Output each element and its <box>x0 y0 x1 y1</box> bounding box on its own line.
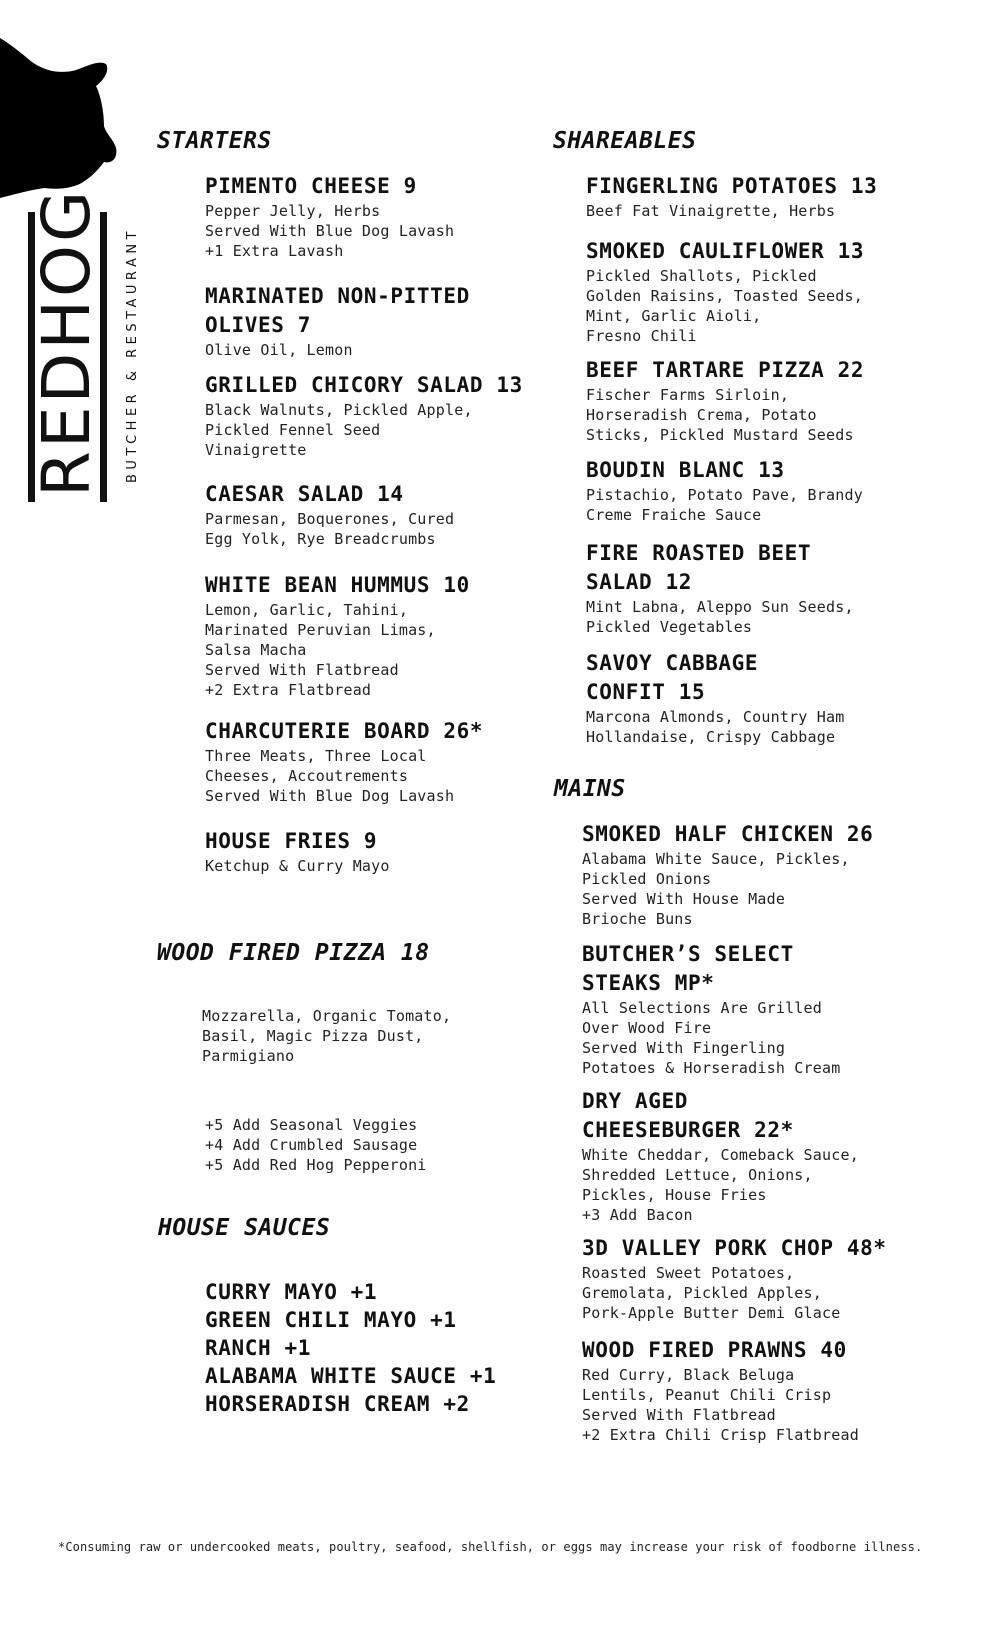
addon-line: +5 Add Red Hog Pepperoni <box>205 1156 427 1174</box>
section-mains: MAINS <box>554 776 626 802</box>
item-desc: Served With Flatbread <box>205 661 399 679</box>
section-shareables: SHAREABLES <box>553 128 697 154</box>
item-desc: Parmesan, Boquerones, Cured <box>205 510 455 528</box>
item-desc: Vinaigrette <box>205 441 307 459</box>
item-desc: Served With House Made <box>582 890 786 908</box>
section-house-sauces: HOUSE SAUCES <box>158 1215 331 1241</box>
item-desc: Lemon, Garlic, Tahini, <box>205 601 409 619</box>
item-desc: Salsa Macha <box>205 641 307 659</box>
item-name: BUTCHER’S SELECT <box>582 942 794 966</box>
pizza-addons <box>205 1115 427 1175</box>
menu-item <box>586 456 863 525</box>
menu-item <box>586 237 864 346</box>
item-name: BOUDIN BLANC 13 <box>586 458 785 482</box>
section-starters: STARTERS <box>157 128 272 154</box>
item-desc: All Selections Are Grilled <box>582 999 822 1017</box>
item-desc: Served With Flatbread <box>582 1406 776 1424</box>
section-wood-fired-pizza: WOOD FIRED PIZZA 18 <box>157 940 430 966</box>
item-name: CHARCUTERIE BOARD 26* <box>205 719 484 743</box>
item-desc: White Cheddar, Comeback Sauce, <box>582 1146 859 1164</box>
item-desc: Pistachio, Potato Pave, Brandy <box>586 486 863 504</box>
menu-item <box>205 571 470 700</box>
menu-item <box>205 172 454 261</box>
item-desc: Parmigiano <box>202 1047 295 1065</box>
item-desc: Potatoes & Horseradish Cream <box>582 1059 841 1077</box>
item-desc: +1 Extra Lavash <box>205 242 344 260</box>
item-desc: Three Meats, Three Local <box>205 747 427 765</box>
sauce-item: CURRY MAYO +1 <box>205 1280 378 1304</box>
item-desc: Marinated Peruvian Limas, <box>205 621 436 639</box>
menu-item <box>586 356 864 445</box>
item-name: 3D VALLEY PORK CHOP 48* <box>582 1236 887 1260</box>
item-desc: Brioche Buns <box>582 910 693 928</box>
item-desc: Red Curry, Black Beluga <box>582 1366 795 1384</box>
item-desc: Lentils, Peanut Chili Crisp <box>582 1386 832 1404</box>
brand-name: REDHOG <box>28 187 105 497</box>
sauce-item: ALABAMA WHITE SAUCE +1 <box>205 1364 497 1388</box>
item-desc: Fischer Farms Sirloin, <box>586 386 790 404</box>
item-desc: Horseradish Crema, Potato <box>586 406 817 424</box>
raw-food-disclaimer: *Consuming raw or undercooked meats, poultry, seafood, shellfish, or eggs may increase your risk of foodborne illness. <box>58 1540 923 1554</box>
item-desc: Pickled Onions <box>582 870 712 888</box>
item-desc: Ketchup & Curry Mayo <box>205 857 390 875</box>
item-desc: Mozzarella, Organic Tomato, <box>202 1007 452 1025</box>
menu-item <box>586 539 854 637</box>
item-desc: Pickled Fennel Seed <box>205 421 381 439</box>
item-desc: Mint Labna, Aleppo Sun Seeds, <box>586 598 854 616</box>
item-name: CHEESEBURGER 22* <box>582 1118 794 1142</box>
menu-item <box>205 480 454 549</box>
item-desc: Hollandaise, Crispy Cabbage <box>586 728 836 746</box>
item-desc: Served With Fingerling <box>582 1039 786 1057</box>
sauce-item: HORSERADISH CREAM +2 <box>205 1392 470 1416</box>
item-desc: Sticks, Pickled Mustard Seeds <box>586 426 854 444</box>
item-desc: Mint, Garlic Aioli, <box>586 307 762 325</box>
item-desc: Beef Fat Vinaigrette, Herbs <box>586 202 836 220</box>
sauce-list <box>205 1278 496 1418</box>
sauce-item: RANCH +1 <box>205 1336 311 1360</box>
item-desc: Alabama White Sauce, Pickles, <box>582 850 850 868</box>
item-desc: +2 Extra Chili Crisp Flatbread <box>582 1426 859 1444</box>
item-name: FIRE ROASTED BEET <box>586 541 812 565</box>
item-desc: Fresno Chili <box>586 327 697 345</box>
item-name: CONFIT 15 <box>586 680 706 704</box>
item-desc: Pepper Jelly, Herbs <box>205 202 381 220</box>
item-name: STEAKS MP* <box>582 971 715 995</box>
menu-item <box>582 820 873 929</box>
item-desc: Black Walnuts, Pickled Apple, <box>205 401 473 419</box>
menu-item <box>586 172 877 221</box>
menu-item <box>205 371 523 460</box>
addon-line: +4 Add Crumbled Sausage <box>205 1136 418 1154</box>
menu-item <box>586 649 844 747</box>
item-desc: +2 Extra Flatbread <box>205 681 372 699</box>
item-desc: Basil, Magic Pizza Dust, <box>202 1027 424 1045</box>
item-desc: Shredded Lettuce, Onions, <box>582 1166 813 1184</box>
item-desc: Gremolata, Pickled Apples, <box>582 1284 822 1302</box>
item-name: CAESAR SALAD 14 <box>205 482 404 506</box>
menu-item <box>205 282 470 360</box>
item-name: BEEF TARTARE PIZZA 22 <box>586 358 865 382</box>
addon-line: +5 Add Seasonal Veggies <box>205 1116 418 1134</box>
item-desc: Golden Raisins, Toasted Seeds, <box>586 287 863 305</box>
item-desc: Served With Blue Dog Lavash <box>205 787 455 805</box>
item-desc: Pickled Shallots, Pickled <box>586 267 817 285</box>
brand-tagline: BUTCHER & RESTAURANT <box>125 226 140 484</box>
item-desc: Egg Yolk, Rye Breadcrumbs <box>205 530 436 548</box>
item-name: SAVOY CABBAGE <box>586 651 759 675</box>
item-desc: Olive Oil, Lemon <box>205 341 353 359</box>
item-desc: Pickles, House Fries <box>582 1186 767 1204</box>
menu-item <box>205 717 483 806</box>
item-name: FINGERLING POTATOES 13 <box>586 174 878 198</box>
item-name: WOOD FIRED PRAWNS 40 <box>582 1338 847 1362</box>
menu-item <box>205 827 390 876</box>
item-name: MARINATED NON-PITTED <box>205 284 470 308</box>
item-name: HOUSE FRIES 9 <box>205 829 378 853</box>
item-name: WHITE BEAN HUMMUS 10 <box>205 573 470 597</box>
item-desc: Over Wood Fire <box>582 1019 712 1037</box>
hog-silhouette-logo <box>0 30 120 205</box>
item-name: OLIVES 7 <box>205 313 311 337</box>
item-desc: +3 Add Bacon <box>582 1206 693 1224</box>
menu-item <box>582 1087 859 1225</box>
menu-item <box>582 1234 887 1323</box>
pizza-description <box>202 1006 451 1066</box>
item-name: SMOKED HALF CHICKEN 26 <box>582 822 874 846</box>
item-name: PIMENTO CHEESE 9 <box>205 174 417 198</box>
item-desc: Pickled Vegetables <box>586 618 753 636</box>
item-desc: Marcona Almonds, Country Ham <box>586 708 845 726</box>
sauce-item: GREEN CHILI MAYO +1 <box>205 1308 457 1332</box>
item-name: DRY AGED <box>582 1089 688 1113</box>
item-desc: Cheeses, Accoutrements <box>205 767 409 785</box>
item-desc: Roasted Sweet Potatoes, <box>582 1264 795 1282</box>
item-name: SALAD 12 <box>586 570 692 594</box>
menu-item <box>582 1336 859 1445</box>
item-name: GRILLED CHICORY SALAD 13 <box>205 373 523 397</box>
item-desc: Pork-Apple Butter Demi Glace <box>582 1304 841 1322</box>
item-desc: Served With Blue Dog Lavash <box>205 222 455 240</box>
item-name: SMOKED CAULIFLOWER 13 <box>586 239 865 263</box>
item-desc: Creme Fraiche Sauce <box>586 506 762 524</box>
menu-item <box>582 940 840 1078</box>
